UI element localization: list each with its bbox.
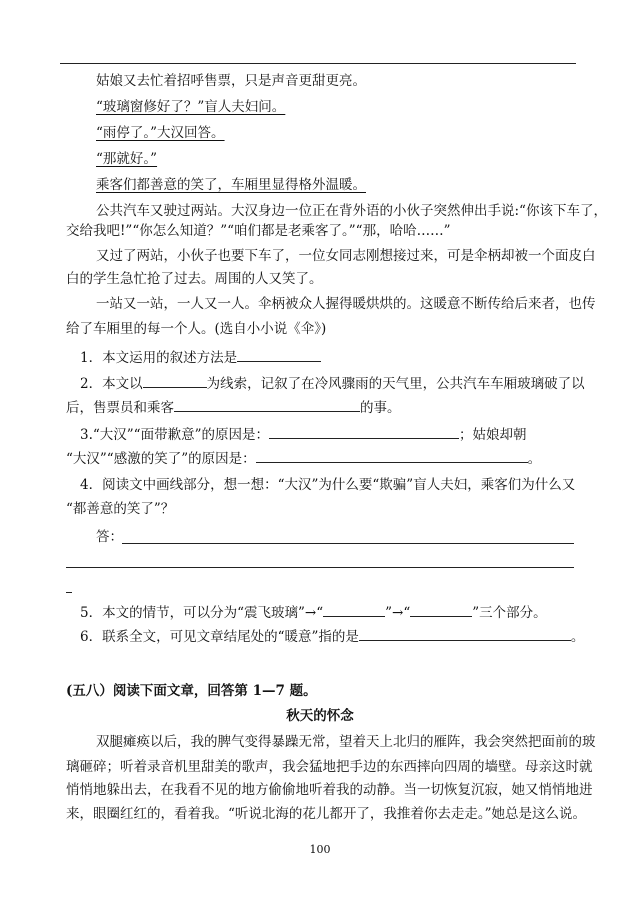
answer-blank[interactable] [323, 603, 385, 617]
underlined-line: “那就好。” [96, 151, 158, 167]
question-2-cont [66, 398, 401, 417]
question-3-cont [66, 449, 541, 468]
question-text: 6．联系全文，可见文章结尾处的“暖意”指的是 [80, 629, 359, 645]
question-1 [80, 348, 321, 367]
paragraph-line: 双腿瘫痪以后，我的脾气变得暴躁无常，望着天上北归的雁阵，我会突然把面前的玻 [96, 734, 596, 750]
question-text: 5．本文的情节，可以分为“震飞玻璃”→“ [80, 605, 324, 621]
text-line: 又过了两站，小伙子也要下车了，一位女同志刚想接过来，可是伞柄却被一个面皮白 [96, 248, 596, 264]
answer-line-stub [66, 592, 72, 593]
text-line: 白的学生急忙抢了过去。周围的人又笑了。 [66, 271, 323, 287]
question-text: 。 [570, 629, 585, 645]
text-line: 姑娘又去忙着招呼售票，只是声音更甜更亮。 [96, 73, 366, 89]
question-5 [80, 603, 547, 622]
question-2 [80, 374, 585, 393]
question-text: “大汉”“感激的笑了”的原因是： [66, 451, 256, 467]
answer-line[interactable] [122, 543, 574, 544]
question-text: ；姑娘却朝 [459, 427, 527, 443]
text-line: 一站又一站，一人又一人。伞柄被众人握得暖烘烘的。这暖意不断传给后来者，也传 [96, 296, 596, 312]
underlined-line: 乘客们都善意的笑了，车厢里显得格外温暖。 [96, 177, 366, 193]
question-text: 3.“大汉”“面带歉意”的原因是： [80, 427, 269, 443]
paragraph-line: 来，眼圈红红的，看着我。“听说北海的花儿都开了，我推着你去走走。”她总是这么说。 [66, 806, 587, 822]
question-text: 为线索，记叙了在冷风骤雨的天气里，公共汽车车厢玻璃破了以 [206, 376, 585, 392]
question-text: 的事。 [360, 400, 401, 416]
answer-line[interactable] [66, 567, 574, 568]
question-text: ”→“ [385, 605, 411, 621]
question-3 [80, 425, 527, 444]
answer-blank[interactable] [256, 449, 528, 463]
underlined-line: “玻璃窗修好了？”盲人夫妇问。 [96, 99, 286, 115]
page-number: 100 [309, 843, 331, 856]
answer-blank[interactable] [174, 398, 360, 412]
text-line: 公共汽车又驶过两站。大汉身边一位正在背外语的小伙子突然伸出手说:“你该下车了， [96, 203, 607, 219]
answer-blank[interactable] [143, 374, 207, 388]
article-title: 秋天的怀念 [286, 708, 354, 724]
answer-blank[interactable] [269, 425, 459, 439]
underlined-line: “雨停了。”大汉回答。 [96, 125, 225, 141]
question-text: 。 [527, 451, 542, 467]
answer-blank[interactable] [237, 348, 321, 362]
question-text: 后，售票员和乘客 [66, 400, 174, 416]
question-text: ”三个部分。 [472, 605, 547, 621]
text-line: 交给我吧!”“你怎么知道？”“咱们都是老乘客了。”“那，哈哈……” [66, 223, 451, 239]
answer-blank[interactable] [359, 627, 571, 641]
text-line: 给了车厢里的每一个人。(选自小小说《伞》) [66, 321, 327, 337]
question-text: 2．本文以 [80, 376, 143, 392]
answer-label: 答： [96, 529, 123, 545]
question-text: 1．本文运用的叙述方法是 [80, 350, 238, 366]
question-4: 4．阅读文中画线部分，想一想：“大汉”为什么要“欺骗”盲人夫妇，乘客们为什么又 [80, 477, 576, 493]
header-rule [60, 63, 576, 64]
section-heading: (五八）阅读下面文章，回答第 1—7 题。 [66, 683, 317, 699]
answer-blank[interactable] [410, 603, 472, 617]
question-4-cont: “都善意的笑了”？ [66, 501, 175, 517]
question-6 [80, 627, 584, 646]
paragraph-line: 璃砸碎；听着录音机里甜美的歌声，我会猛地把手边的东西摔向四周的墙壁。母亲这时就 [66, 759, 593, 775]
paragraph-line: 悄悄地躲出去，在我看不见的地方偷偷地听着我的动静。当一切恢复沉寂，她又悄悄地进 [66, 782, 593, 798]
